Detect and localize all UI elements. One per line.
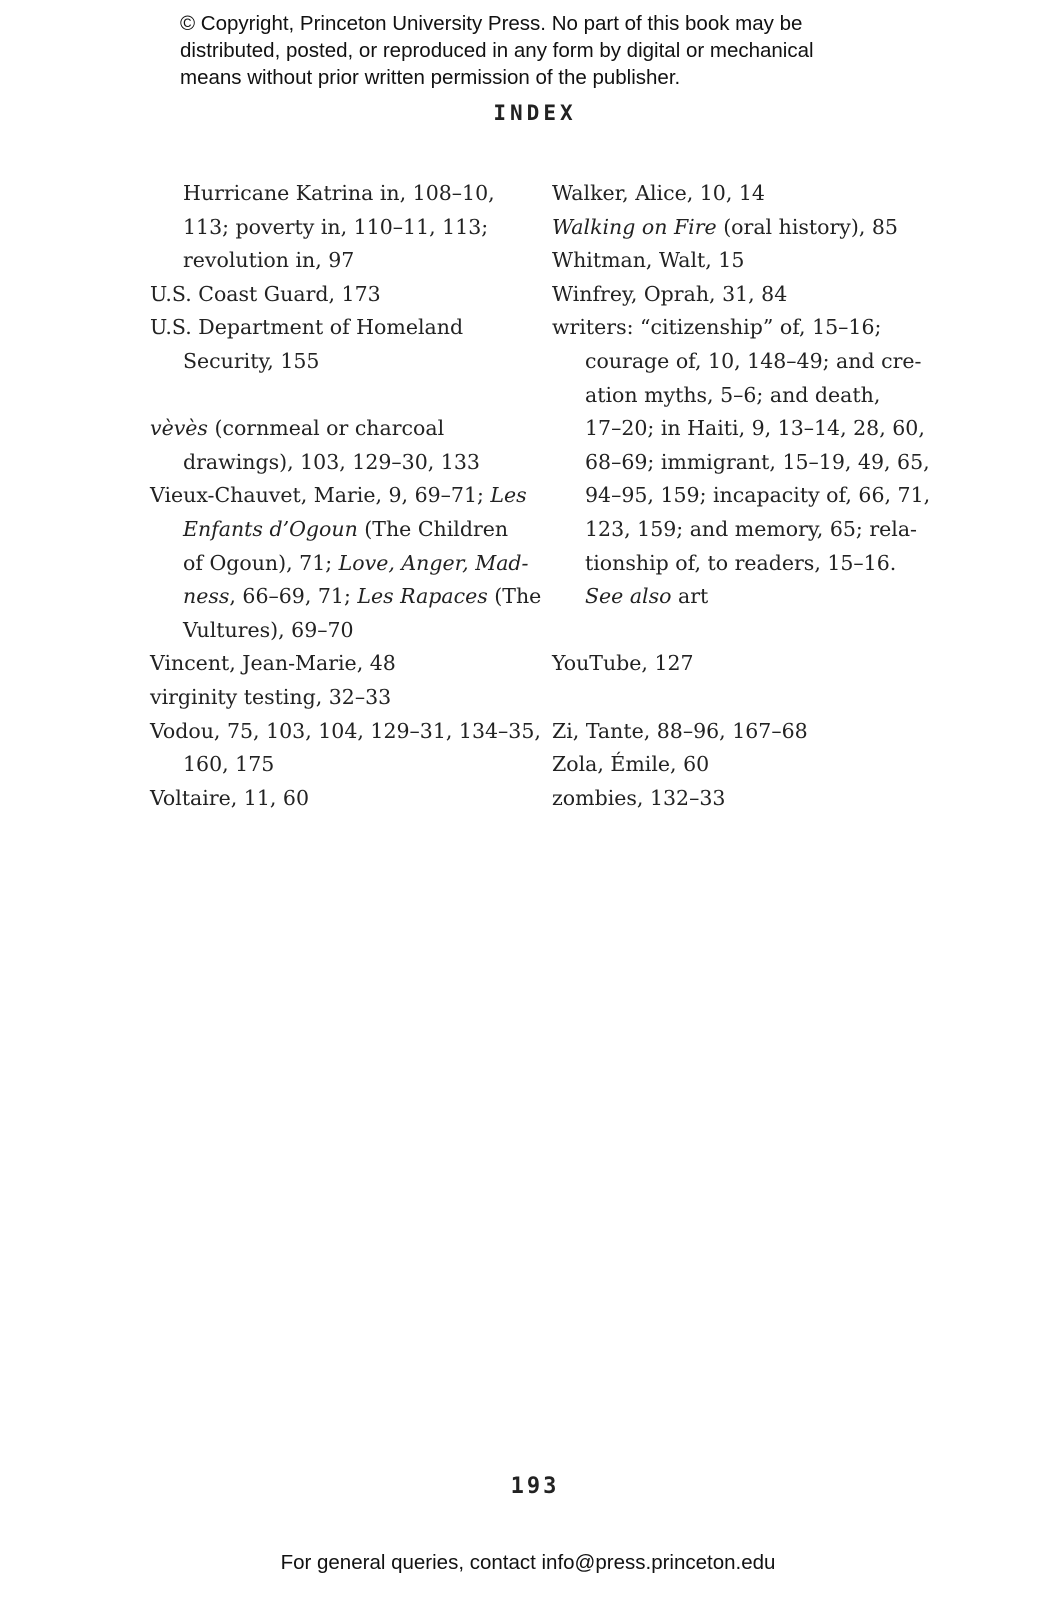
index-italic: vèvès [150, 416, 208, 441]
index-line: zombies, 132–33 [552, 785, 726, 810]
index-line: YouTube, 127 [552, 651, 694, 676]
index-line: courage of, 10, 148–49; and cre- [585, 348, 922, 373]
index-line: Hurricane Katrina in, 108–10, [183, 181, 495, 205]
index-line: Walker, Alice, 10, 14 [552, 181, 765, 205]
index-line: virginity testing, 32–33 [150, 684, 392, 709]
index-line: 94–95, 159; incapacity of, 66, 71, [585, 483, 931, 508]
index-italic: Enfants d’Ogoun [183, 516, 358, 541]
index-line: Vultures), 69–70 [183, 617, 354, 642]
index-text: (cornmeal or charcoal [207, 416, 445, 441]
index-line: 160, 175 [183, 752, 275, 777]
letter-gap [552, 614, 932, 648]
page-number: 193 [510, 1474, 560, 1499]
index-italic: ness [183, 584, 230, 609]
index-line: U.S. Coast Guard, 173 [150, 281, 381, 306]
copyright-line: distributed, posted, or reproduced in any form by digital or mechanical [180, 39, 814, 62]
index-line: ation myths, 5–6; and death, [585, 382, 881, 407]
copyright-line: means without prior written permission of the publisher. [180, 66, 681, 89]
index-italic: Walking on Fire [552, 214, 717, 239]
index-line: Winfrey, Oprah, 31, 84 [552, 281, 788, 306]
index-line: Voltaire, 11, 60 [150, 785, 310, 810]
index-line: 17–20; in Haiti, 9, 13–14, 28, 60, [585, 416, 925, 441]
letter-gap [150, 379, 530, 413]
index-italic: See also [585, 584, 672, 609]
index-line [150, 479, 530, 513]
index-text: (The [487, 584, 542, 609]
index-line: Zi, Tante, 88–96, 167–68 [552, 718, 808, 743]
index-line: 68–69; immigrant, 15–19, 49, 65, [585, 449, 930, 474]
index-text: Vieux-Chauvet, Marie, 9, 69–71; [150, 483, 491, 508]
index-italic: Love, Anger, Mad- [338, 550, 529, 575]
letter-gap [552, 681, 932, 715]
index-line [552, 580, 932, 614]
index-text: (The Children [357, 516, 509, 541]
copyright-line: © Copyright, Princeton University Press. No part of this book may be [180, 12, 803, 35]
index-column-right [552, 177, 932, 815]
index-line: Zola, Émile, 60 [552, 752, 710, 777]
index-line [150, 412, 530, 446]
index-italic: Les Rapaces [357, 584, 488, 609]
copyright-notice [180, 10, 900, 91]
index-text: art [671, 584, 709, 609]
index-line [552, 211, 932, 245]
index-line [150, 580, 542, 614]
index-line: Whitman, Walt, 15 [552, 248, 745, 273]
index-text: , 66–69, 71; [229, 584, 358, 609]
index-line: U.S. Department of Homeland [150, 315, 464, 340]
index-line: revolution in, 97 [183, 248, 355, 273]
footer-contact: For general queries, contact info@press.princeton.edu [280, 1551, 776, 1574]
index-line: Vincent, Jean-Marie, 48 [150, 651, 396, 676]
index-text: of Ogoun), 71; [183, 550, 339, 575]
index-line: drawings), 103, 129–30, 133 [183, 449, 480, 474]
index-text: (oral history), 85 [716, 214, 898, 239]
index-line: writers: “citizenship” of, 15–16; [552, 315, 882, 340]
index-line: tionship of, to readers, 15–16. [585, 550, 897, 575]
index-line: Security, 155 [183, 348, 320, 373]
index-column-left [150, 177, 542, 815]
index-line: 123, 159; and memory, 65; rela- [585, 516, 917, 541]
index-line [150, 547, 530, 581]
index-line [150, 513, 530, 547]
index-line: 113; poverty in, 110–11, 113; [183, 214, 489, 239]
page-title: INDEX [493, 101, 577, 125]
index-line: Vodou, 75, 103, 104, 129–31, 134–35, [150, 718, 541, 743]
index-italic: Les [490, 483, 527, 508]
